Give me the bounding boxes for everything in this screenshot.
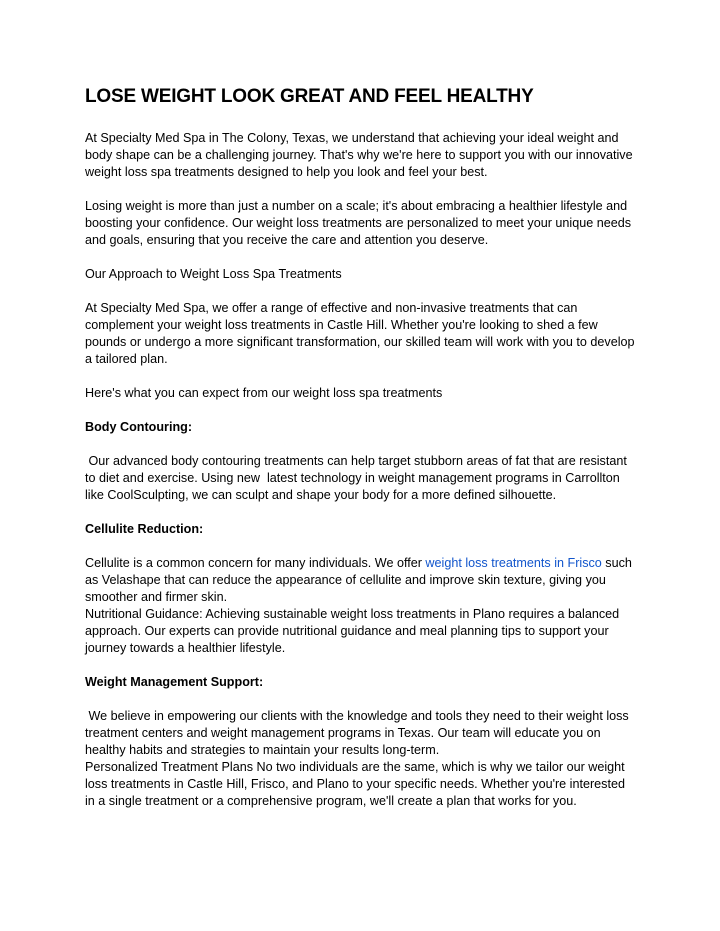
spacer: [85, 283, 637, 300]
page-title: LOSE WEIGHT LOOK GREAT AND FEEL HEALTHY: [85, 86, 534, 107]
spacer: [85, 538, 637, 555]
spacer: [85, 691, 637, 708]
weight-management-paragraph: We believe in empowering our clients with the knowledge and tools they need to their weight loss treatment centers and weight management programs in Texas. Our team will educate you on healthy habits and strategies to maintain your results long-term.: [85, 709, 633, 757]
losing-weight-paragraph: Losing weight is more than just a number on a scale; it's about embracing a healthier lifestyle and boosting your confidence. Our weight loss treatments are personalized to meet your unique needs and goals, ensuring that you receive the care and attention you deserve.: [85, 199, 632, 247]
approach-heading: Our Approach to Weight Loss Spa Treatments: [85, 267, 342, 281]
expect-paragraph: Here's what you can expect from our weight loss spa treatments: [85, 386, 443, 400]
cellulite-text-before: Cellulite is a common concern for many individuals. We offer: [85, 556, 426, 570]
spacer: [85, 249, 637, 266]
spacer: [85, 368, 637, 385]
spacer: [85, 504, 637, 521]
nutrition-paragraph: Nutritional Guidance: Achieving sustainable weight loss treatments in Plano requires a balanced approach. Our experts can provide nutritional guidance and meal planning tips to support your journey towards a healthier lifestyle.: [85, 607, 620, 655]
approach-paragraph: At Specialty Med Spa, we offer a range of effective and non-invasive treatments that can complement your weight loss treatments in Castle Hill. Whether you're looking to shed a few pounds or undergo a more significant transformation, our skilled team will work with you to develop a tailored plan.: [85, 301, 635, 366]
weight-management-heading: Weight Management Support:: [85, 675, 264, 689]
body-contouring-heading: Body Contouring:: [85, 420, 193, 434]
cellulite-text-after: such as Velashape that can reduce the appearance of cellulite and improve skin texture, giving you smoother and firmer skin.: [85, 556, 632, 604]
weight-loss-frisco-link[interactable]: weight loss treatments in Frisco: [425, 556, 602, 570]
body-contouring-paragraph: Our advanced body contouring treatments can help target stubborn areas of fat that are resistant to diet and exercise. Using new latest technology in weight management programs in Carrollton like CoolSculpting, we can sculpt and shape your body for a more defined silhouette.: [85, 454, 631, 502]
cellulite-paragraph: [85, 555, 637, 606]
document-page: [85, 84, 637, 810]
spacer: [85, 402, 637, 419]
cellulite-heading: Cellulite Reduction:: [85, 522, 204, 536]
intro-paragraph: At Specialty Med Spa in The Colony, Texas, we understand that achieving your ideal weight and body shape can be a challenging journey. That's why we're here to support you with our innovative weight loss spa treatments designed to help you look and feel your best.: [85, 131, 633, 179]
spacer: [85, 657, 637, 674]
personalized-plans-paragraph: Personalized Treatment Plans No two individuals are the same, which is why we tailor our weight loss treatments in Castle Hill, Frisco, and Plano to your specific needs. Whether you're interested in a single treatment or a comprehensive program, we'll create a plan that works for you.: [85, 760, 625, 808]
spacer: [85, 181, 637, 198]
spacer: [85, 436, 637, 453]
